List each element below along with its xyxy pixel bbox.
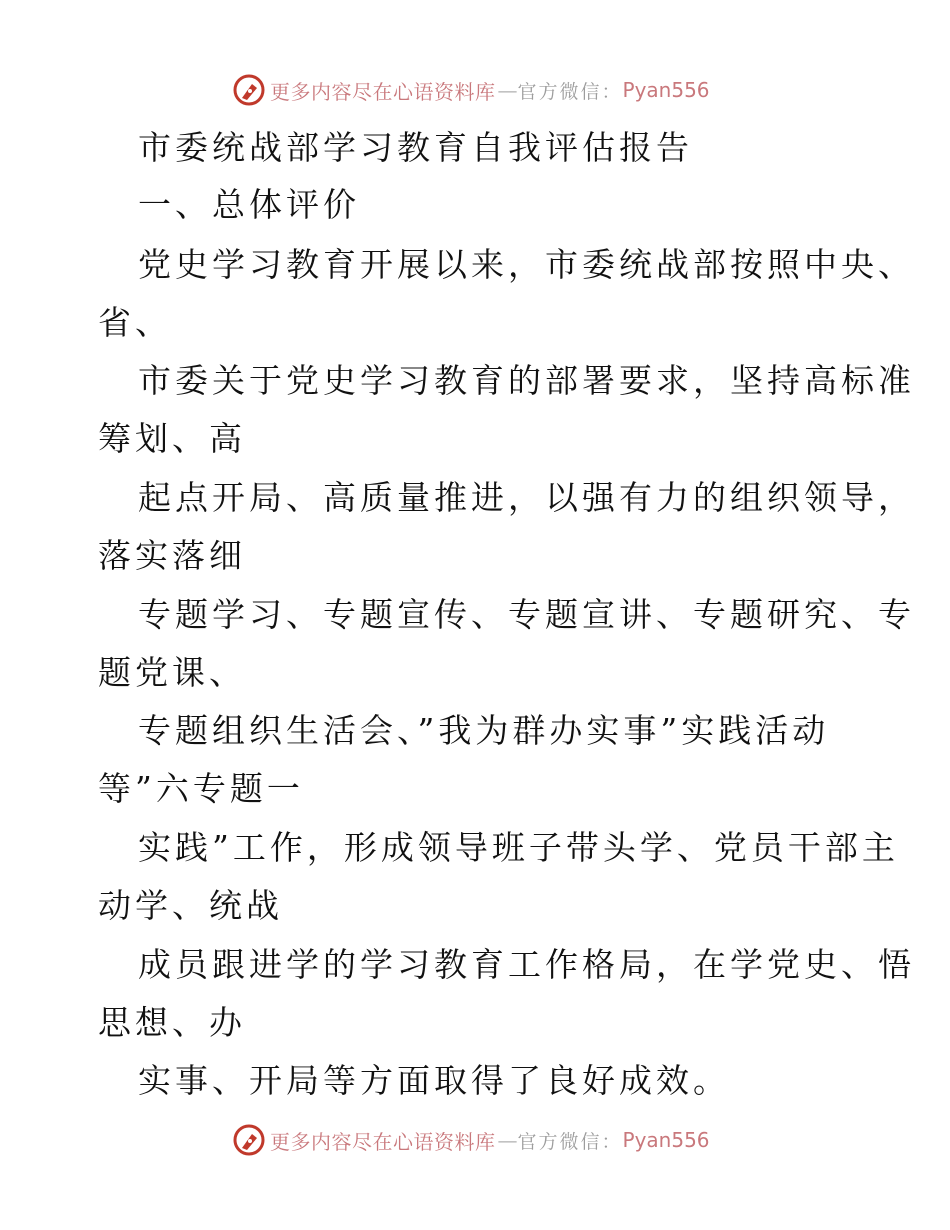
banner-separator: — bbox=[497, 78, 516, 102]
banner-wechat-id: Pyan556 bbox=[622, 78, 710, 102]
document-title: 市委统战部学习教育自我评估报告 bbox=[138, 128, 693, 167]
paragraph-line: 起点开局、高质量推进，以强有力的组织领导， bbox=[138, 478, 915, 517]
banner-brand-text: 更多内容尽在心语资料库 bbox=[270, 79, 496, 104]
paragraph-line: 专题学习、专题宣传、专题宣讲、专题研究、专 bbox=[138, 595, 915, 634]
footer-banner bbox=[232, 1120, 710, 1160]
paragraph-line: 市委关于党史学习教育的部署要求，坚持高标准 bbox=[138, 361, 915, 400]
paragraph-line: 专题组织生活会、”我为群办实事”实践活动 bbox=[138, 711, 830, 750]
banner-separator: — bbox=[497, 1128, 516, 1152]
paragraph-line: 思想、办 bbox=[98, 1003, 246, 1042]
paragraph-line: 实事、开局等方面取得了良好成效。 bbox=[138, 1061, 730, 1100]
header-banner bbox=[232, 70, 710, 110]
paragraph-line: 成员跟进学的学习教育工作格局，在学党史、悟 bbox=[138, 945, 915, 984]
paragraph-line: 省、 bbox=[98, 303, 172, 342]
paragraph-line: 题党课、 bbox=[98, 653, 246, 692]
pen-nib-circle-icon bbox=[232, 1123, 266, 1157]
paragraph-line: 党史学习教育开展以来，市委统战部按照中央、 bbox=[138, 245, 915, 284]
paragraph-line: 等”六专题一 bbox=[98, 769, 304, 808]
paragraph-line: 动学、统战 bbox=[98, 886, 283, 925]
paragraph-line: 筹划、高 bbox=[98, 419, 246, 458]
paragraph-line: 实践”工作，形成领导班子带头学、党员干部主 bbox=[138, 828, 899, 867]
banner-wechat-label: 官方微信： bbox=[517, 1130, 623, 1153]
pen-nib-circle-icon bbox=[232, 73, 266, 107]
section-heading: 一、总体评价 bbox=[138, 185, 360, 224]
paragraph-line: 落实落细 bbox=[98, 536, 246, 575]
banner-wechat-label: 官方微信： bbox=[517, 80, 623, 103]
banner-brand-text: 更多内容尽在心语资料库 bbox=[270, 1129, 496, 1154]
banner-wechat-id: Pyan556 bbox=[622, 1128, 710, 1152]
